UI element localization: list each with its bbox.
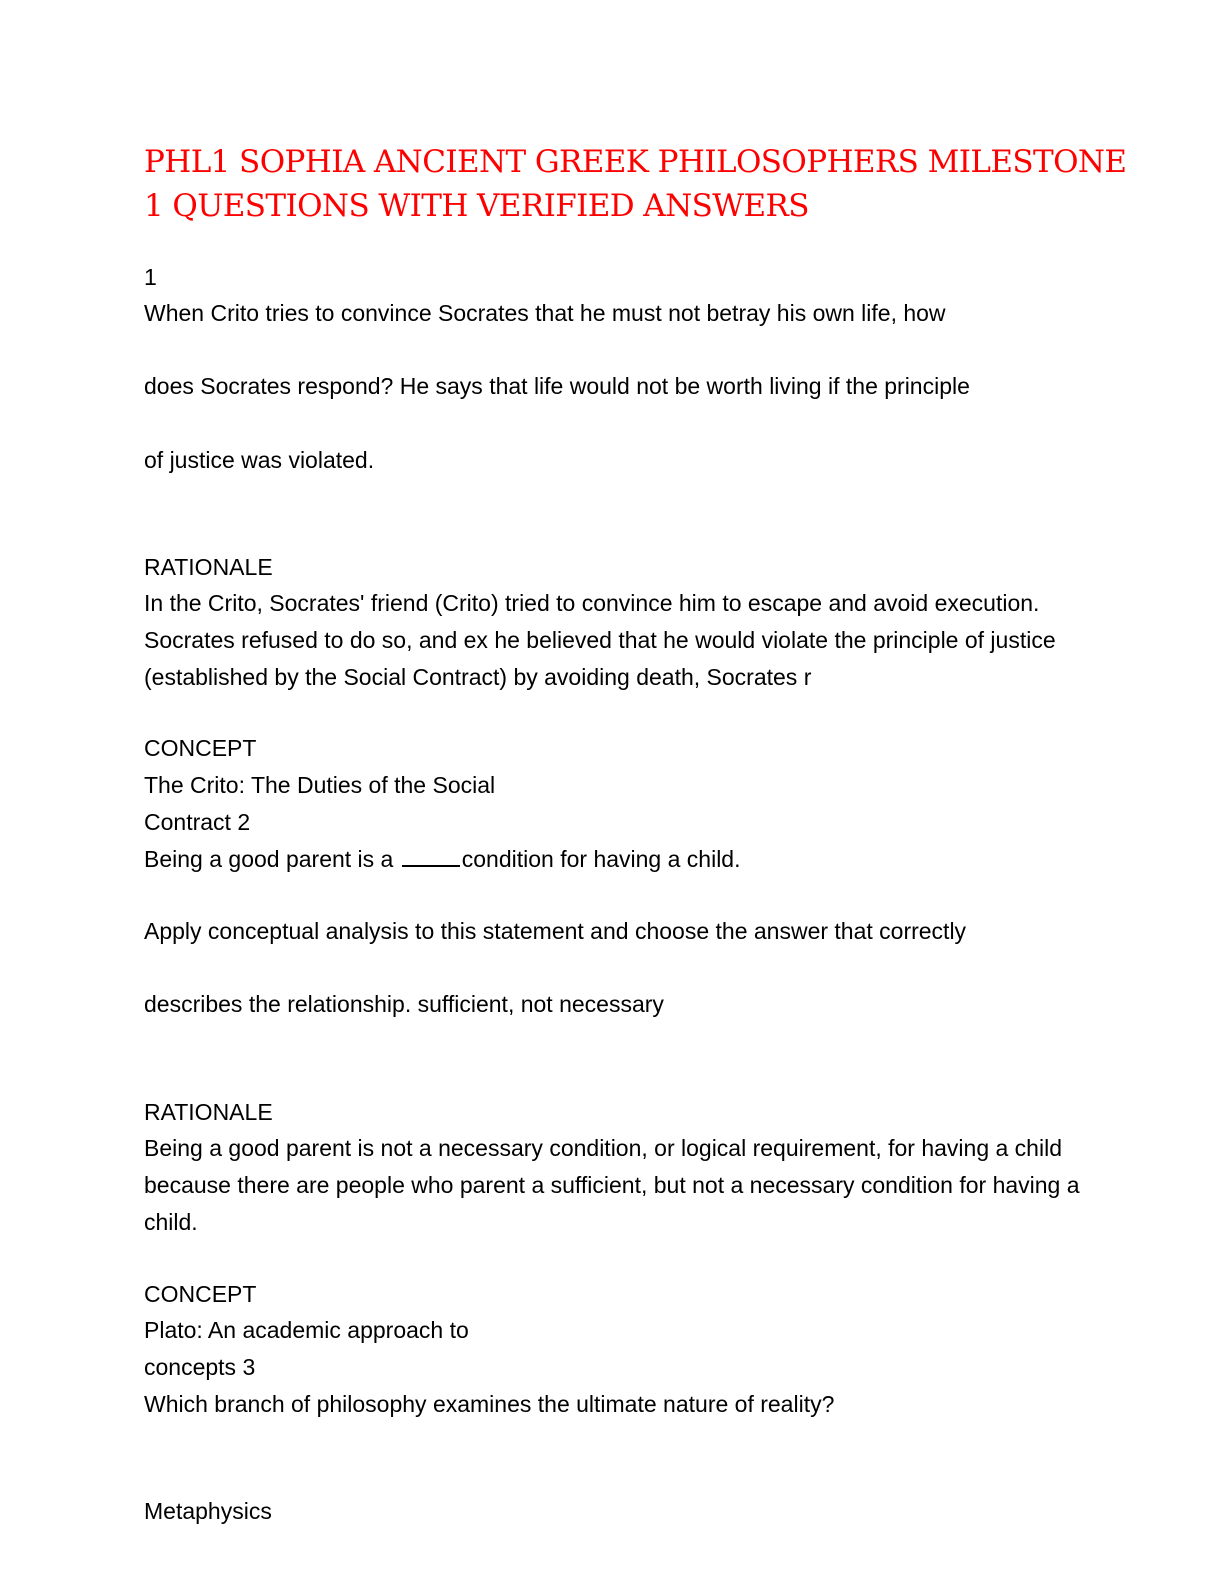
rationale-text-line: Being a good parent is not a necessary condition, or logical requirement, for having a child [144,1135,1062,1161]
question-text-line: Which branch of philosophy examines the ultimate nature of reality? [144,1391,835,1417]
rationale-text-line: Socrates refused to do so, and ex he believed that he would violate the principle of justice [144,627,1056,653]
answer-text-line: of justice was violated. [144,447,375,473]
question-text-segment: condition for having a child. [461,846,741,872]
concept-text-line: concepts 3 [144,1354,256,1380]
rationale-heading: RATIONALE [144,1099,273,1125]
rationale-text-line: because there are people who parent a sufficient, but not a necessary condition for having a [144,1172,1080,1198]
concept-text-line: Plato: An academic approach to [144,1317,469,1343]
rationale-heading: RATIONALE [144,554,273,580]
concept-text-line: The Crito: The Duties of the Social [144,772,496,798]
concept-text-line: Contract 2 [144,809,251,835]
rationale-text-line: In the Crito, Socrates' friend (Crito) tried to convince him to escape and avoid execution. [144,590,1040,616]
rationale-text-line: (established by the Social Contract) by avoiding death, Socrates r [144,664,812,690]
answer-text-line: describes the relationship. sufficient, not necessary [144,991,664,1017]
document-title: PHL1 SOPHIA ANCIENT GREEK PHILOSOPHERS MILESTONE 1 QUESTIONS WITH VERIFIED ANSWERS [144,144,1127,224]
answer-text-line: Metaphysics [144,1498,272,1524]
fill-in-blank [402,845,460,867]
question-text-segment: Being a good parent is a [144,846,400,872]
question-text-line: Apply conceptual analysis to this statement and choose the answer that correctly [144,918,967,944]
question-text-line [144,844,740,874]
question-number: 1 [144,264,157,290]
concept-heading: CONCEPT [144,735,257,761]
question-text-line: When Crito tries to convince Socrates that he must not betray his own life, how [144,300,946,326]
question-text-line: does Socrates respond? He says that life would not be worth living if the principle [144,373,970,399]
rationale-text-line: child. [144,1209,198,1235]
concept-heading: CONCEPT [144,1281,257,1307]
